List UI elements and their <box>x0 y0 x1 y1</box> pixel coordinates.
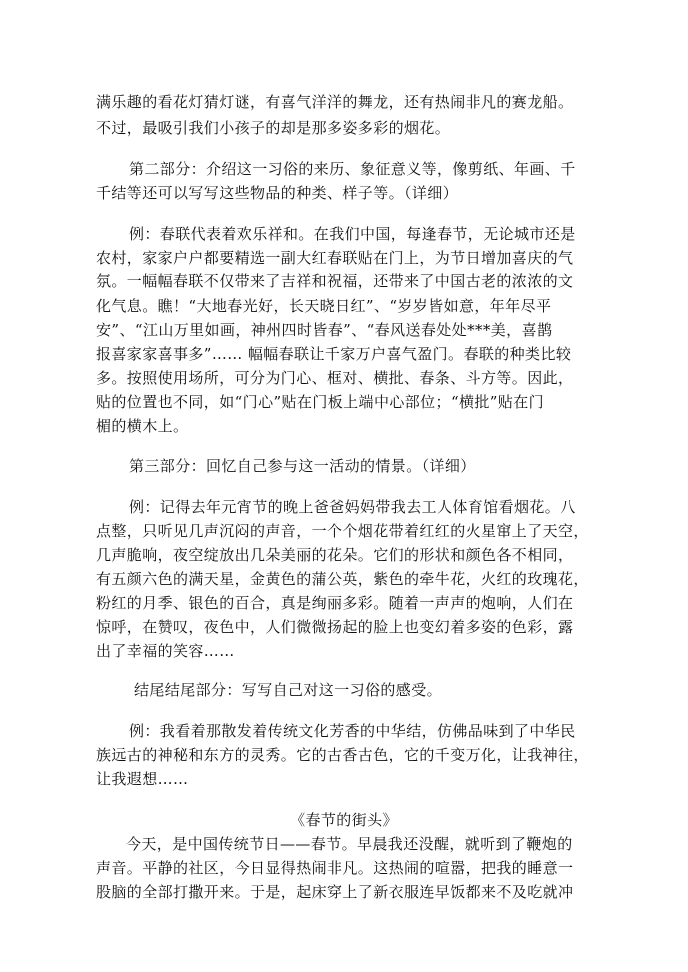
text-line: 贴的位置也不同，如“门心”贴在门板上端中心部位；“横批”贴在门 <box>96 393 545 411</box>
text-line: 让我遐想…… <box>96 770 189 788</box>
text-line: 农村，家家户户都要精选一副大红春联贴在门上，为节日增加喜庆的气 <box>96 249 574 267</box>
text-line: 满乐趣的看花灯猜灯谜，有喜气洋洋的舞龙，还有热闹非凡的赛龙船。 <box>96 93 574 111</box>
text-line: 声音。平静的社区，今日显得热闹非凡。这热闹的喧嚣，把我的睡意一 <box>96 859 574 877</box>
text-line: 化气息。瞧！“大地春光好，长天晓日红”、“岁岁皆如意，年年尽平 <box>96 297 552 315</box>
text-line: 千结等还可以写写这些物品的种类、样子等。（详细） <box>96 184 459 202</box>
text-line: 报喜家家喜事多”…… 幅幅春联让千家万户喜气盈门。春联的种类比较 <box>96 345 572 363</box>
section-heading: 结尾结尾部分：写写自己对这一习俗的感受。 <box>134 681 443 699</box>
essay-title: 《春节的街头》 <box>290 811 398 829</box>
text-line: 族远古的神秘和东方的灵秀。它的古香古色，它的千变万化，让我神往， <box>96 746 589 764</box>
text-line: 有五颜六色的满天星，金黄色的蒲公英，紫色的牵牛花，火红的玫瑰花， <box>96 570 589 588</box>
text-line: 几声脆响，夜空绽放出几朵美丽的花朵。它们的形状和颜色各不相同， <box>96 546 574 564</box>
text-line: 楣的横木上。 <box>96 417 189 435</box>
section-heading: 第二部分：介绍这一习俗的来历、象征意义等，像剪纸、年画、千 <box>129 160 576 178</box>
text-line: 出了幸福的笑容…… <box>96 642 235 660</box>
text-line: 点整，只听见几声沉闷的声音，一个个烟花带着红红的火星窜上了天空， <box>96 522 589 540</box>
paragraph-start: 例：我看着那散发着传统文化芳香的中华结，仿佛品味到了中华民 <box>129 722 576 740</box>
section-heading: 第三部分：回忆自己参与这一活动的情景。（详细） <box>129 457 476 475</box>
text-line: 粉红的月季、银色的百合，真是绚丽多彩。随着一声声的炮响，人们在 <box>96 594 574 612</box>
paragraph-start: 今天，是中国传统节日——春节。早晨我还没醒，就听到了鞭炮的 <box>126 835 573 853</box>
text-line: 不过，最吸引我们小孩子的却是那多姿多彩的烟花。 <box>96 119 451 137</box>
text-line: 多。按照使用场所，可分为门心、框对、横批、春条、斗方等。因此， <box>96 369 574 387</box>
text-line: 安”、“江山万里如画，神州四时皆春”、“春风送春处处***美，喜鹊 <box>96 321 553 339</box>
text-line: 股脑的全部打撒开来。于是，起床穿上了新衣服连早饭都来不及吃就冲 <box>96 883 574 901</box>
paragraph-start: 例：春联代表着欢乐祥和。在我们中国，每逢春节，无论城市还是 <box>129 225 576 243</box>
text-line: 氛。一幅幅春联不仅带来了吉祥和祝福，还带来了中国古老的浓浓的文 <box>96 272 574 290</box>
text-line: 惊呼，在赞叹，夜色中，人们微微扬起的脸上也变幻着多姿的色彩，露 <box>96 618 574 636</box>
paragraph-start: 例：记得去年元宵节的晚上爸爸妈妈带我去工人体育馆看烟花。八 <box>129 498 576 516</box>
